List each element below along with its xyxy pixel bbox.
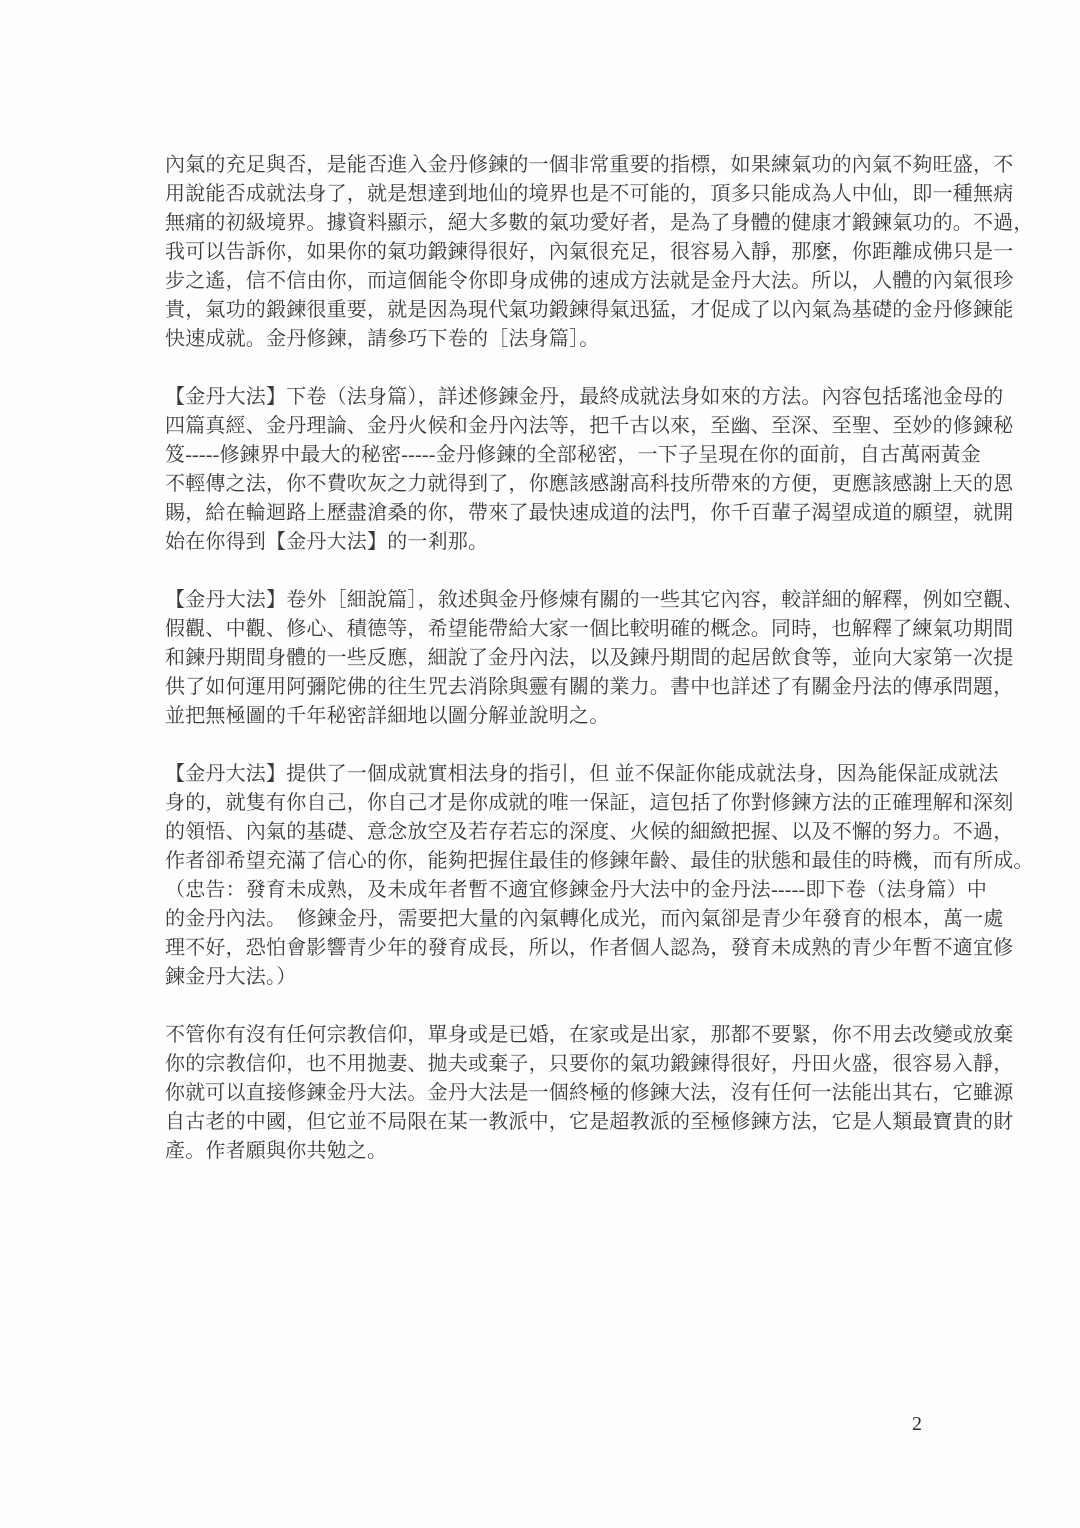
text-line: 身的，就隻有你自己，你自己才是你成就的唯一保証，這包括了你對修鍊方法的正確理解和深刻 bbox=[165, 792, 1014, 814]
text-line: 產。作者願與你共勉之。 bbox=[165, 1140, 388, 1162]
text-line: 供了如何運用阿彌陀佛的往生咒去消除與靈有關的業力。書中也詳述了有關金丹法的傳承問題， bbox=[165, 676, 1014, 698]
text-line: 笈-----修鍊界中最大的秘密-----金丹修鍊的全部秘密，一下子呈現在你的面前，自古萬兩黃金 bbox=[165, 444, 982, 466]
text-line: 無痛的初級境界。據資料顯示，絕大多數的氣功愛好者，是為了身體的健康才鍛鍊氣功的。不過， bbox=[165, 212, 1034, 234]
text-line: 不管你有沒有任何宗教信仰，單身或是已婚，在家或是出家，那都不要緊，你不用去改變或放棄 bbox=[165, 1024, 1014, 1046]
text-line: 賜，給在輪迴路上歷盡滄桑的你，帶來了最快速成道的法門，你千百輩子渴望成道的願望，就開 bbox=[165, 502, 1014, 524]
text-line: 你的宗教信仰，也不用拋妻、拋夫或棄子，只要你的氣功鍛鍊得很好，丹田火盛，很容易入靜， bbox=[165, 1053, 1014, 1075]
text-line: 和鍊丹期間身體的一些反應，細說了金丹內法，以及鍊丹期間的起居飲食等，並向大家第一次提 bbox=[165, 647, 1014, 669]
text-line: 【金丹大法】卷外［細說篇］，敘述與金丹修煉有關的一些其它內容，較詳細的解釋，例如空觀、 bbox=[165, 589, 1024, 611]
paragraph bbox=[165, 383, 1014, 557]
text-line: 不輕傳之法，你不費吹灰之力就得到了，你應該感謝高科技所帶來的方便，更應該感謝上天的恩 bbox=[165, 473, 1014, 495]
text-line: 四篇真經、金丹理論、金丹火候和金丹內法等，把千古以來，至幽、至深、至聖、至妙的修鍊秘 bbox=[165, 415, 1014, 437]
paragraph bbox=[165, 151, 1034, 354]
text-line: 【金丹大法】下卷（法身篇），詳述修鍊金丹，最終成就法身如來的方法。內容包括瑤池金母的 bbox=[165, 386, 1004, 408]
paragraph bbox=[165, 586, 1024, 731]
text-line: 你就可以直接修鍊金丹大法。金丹大法是一個終極的修鍊大法，沒有任何一法能出其右，它雖源 bbox=[165, 1082, 1014, 1104]
text-line: 【金丹大法】提供了一個成就實相法身的指引，但 並不保証你能成就法身，因為能保証成就法 bbox=[165, 763, 999, 785]
text-line: 鍊金丹大法。） bbox=[165, 966, 297, 988]
text-line: 步之遙，信不信由你，而這個能令你即身成佛的速成方法就是金丹大法。所以，人體的內氣很珍 bbox=[165, 270, 1014, 292]
text-line: 自古老的中國，但它並不局限在某一教派中，它是超教派的至極修鍊方法，它是人類最寶貴的財 bbox=[165, 1111, 1014, 1133]
paragraph bbox=[165, 760, 1034, 992]
page-number: 2 bbox=[912, 1413, 922, 1435]
text-line: （忠告：發育未成熟，及未成年者暫不適宜修鍊金丹大法中的金丹法-----即下卷（法身篇）中 bbox=[165, 879, 988, 901]
text-line: 假觀、中觀、修心、積德等，希望能帶給大家一個比較明確的概念。同時，也解釋了練氣功期間 bbox=[165, 618, 1014, 640]
text-line: 的金丹內法。 修鍊金丹，需要把大量的內氣轉化成光，而內氣卻是青少年發育的根本，萬一處 bbox=[165, 908, 1004, 930]
paragraph bbox=[165, 1021, 1014, 1166]
document-body bbox=[165, 151, 1034, 1195]
text-line: 並把無極圖的千年秘密詳細地以圖分解並說明之。 bbox=[165, 705, 610, 727]
text-line: 作者卻希望充滿了信心的你，能夠把握住最佳的修鍊年齡、最佳的狀態和最佳的時機，而有所成。 bbox=[165, 850, 1034, 872]
text-line: 快速成就。金丹修鍊，請參巧下卷的［法身篇］。 bbox=[165, 328, 600, 350]
text-line: 的領悟、內氣的基礎、意念放空及若存若忘的深度、火候的細緻把握、以及不懈的努力。不過， bbox=[165, 821, 1014, 843]
text-line: 用說能否成就法身了，就是想達到地仙的境界也是不可能的，頂多只能成為人中仙，即一種無病 bbox=[165, 183, 1014, 205]
text-line: 始在你得到【金丹大法】的一剎那。 bbox=[165, 531, 489, 553]
text-line: 內氣的充足與否，是能否進入金丹修鍊的一個非常重要的指標，如果練氣功的內氣不夠旺盛，不 bbox=[165, 154, 1014, 176]
text-line: 理不好，恐怕會影響青少年的發育成長，所以，作者個人認為，發育未成熟的青少年暫不適宜修 bbox=[165, 937, 1014, 959]
text-line: 貴，氣功的鍛鍊很重要，就是因為現代氣功鍛鍊得氣迅猛，才促成了以內氣為基礎的金丹修鍊能 bbox=[165, 299, 1014, 321]
text-line: 我可以告訴你，如果你的氣功鍛鍊得很好，內氣很充足，很容易入靜，那麼，你距離成佛只是一 bbox=[165, 241, 1014, 263]
